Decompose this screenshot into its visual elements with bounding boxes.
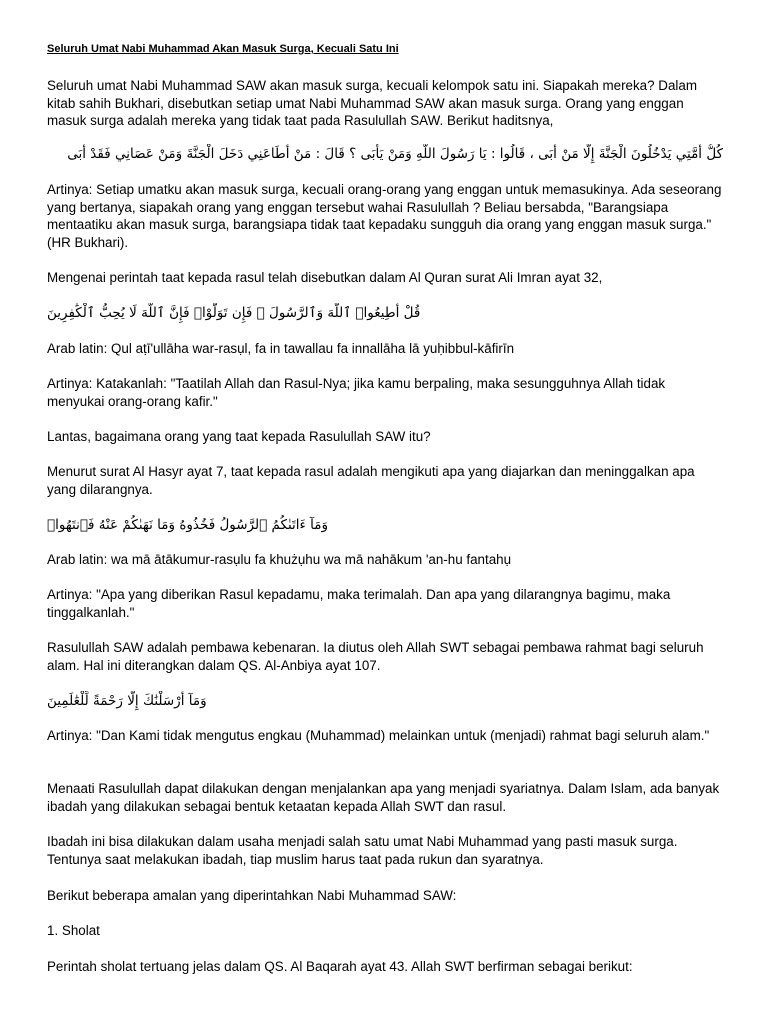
arabic-al-hasyr-7: وَمَآ ءَاتَىٰكُمُ ٱلرَّسُولُ فَخُذُوهُ وَمَا نَهَىٰكُمْ عَنْهُ فَٱنتَهُوا۟ [47,517,329,533]
document-title: Seluruh Umat Nabi Muhammad Akan Masuk Surga, Kecuali Satu Ini [47,43,399,55]
paragraph-intro: Seluruh umat Nabi Muhammad SAW akan masuk surga, kecuali kelompok satu ini. Siapakah mereka? Dalam kitab sahih Bukhari, disebutkan setiap umat Nabi Muhammad SAW akan masuk surga. Orang yang enggan masuk surga adalah mereka yang tidak taat pada Rasulullah SAW. Berikut haditsnya, [47,78,697,129]
paragraph-sholat: Perintah sholat tertuang jelas dalam QS. Al Baqarah ayat 43. Allah SWT berfirman sebagai berikut: [47,959,633,974]
arabic-al-anbiya-107: وَمَآ أَرْسَلْنَٰكَ إِلَّا رَحْمَةً لِّلْعَٰلَمِينَ [47,693,207,709]
paragraph-question: Lantas, bagaimana orang yang taat kepada Rasulullah SAW itu? [47,429,431,444]
paragraph-al-hasyr-latin: Arab latin: wa mā ātākumur-rasụlu fa khużụhu wa mā nahākum 'an-hu fantahụ [47,552,512,567]
paragraph-obedience: Menaati Rasulullah dapat dilakukan dengan menjalankan apa yang menjadi syariatnya. Dalam Islam, ada banyak ibadah yang dilakukan sebagai bentuk ketaatan kepada Allah SWT dan rasul. [47,781,720,814]
paragraph-al-anbiya-intro: Rasulullah SAW adalah pembawa kebenaran. Ia diutus oleh Allah SWT sebagai pembawa rahmat bagi seluruh alam. Hal ini diterangkan dalam QS. Al-Anbiya ayat 107. [47,640,704,673]
paragraph-ali-imran-intro: Mengenai perintah taat kepada rasul telah disebutkan dalam Al Quran surat Ali Imran ayat 32, [47,270,603,285]
paragraph-ali-imran-translation: Artinya: Katakanlah: "Taatilah Allah dan Rasul-Nya; jika kamu berpaling, maka sesungguhnya Allah tidak menyukai orang-orang kafir." [47,376,666,409]
paragraph-practices-intro: Berikut beberapa amalan yang diperintahkan Nabi Muhammad SAW: [47,888,457,903]
paragraph-al-hasyr-translation: Artinya: "Apa yang diberikan Rasul kepadamu, maka terimalah. Dan apa yang dilarangnya bagimu, maka tinggalkanlah." [47,587,671,620]
paragraph-worship: Ibadah ini bisa dilakukan dalam usaha menjadi salah satu umat Nabi Muhammad yang pasti masuk surga. Tentunya saat melakukan ibadah, tiap muslim harus taat pada rukun dan syaratnya. [47,834,678,867]
paragraph-al-hasyr-intro: Menurut surat Al Hasyr ayat 7, taat kepada rasul adalah mengikuti apa yang diajarkan dan meninggalkan apa yang dilarangnya. [47,464,695,497]
arabic-hadith: كُلُّ أُمَّتِي يَدْخُلُونَ الْجَنَّةَ إِلَّا مَنْ أَبَى ، قَالُوا : يَا رَسُولَ اللَّهِ وَمَنْ يَأْبَى ؟ قَالَ : مَنْ أَطَاعَنِي دَخَلَ الْجَنَّةَ وَمَنْ عَصَانِي فَقَدْ أَبَى [67,146,723,162]
paragraph-hadith-translation: Artinya: Setiap umatku akan masuk surga, kecuali orang-orang yang enggan untuk memasukinya. Ada seseorang yang bertanya, siapakah orang yang enggan tersebut wahai Rasulullah ? Beliau bersabda, "Barangsiapa mentaatiku akan masuk surga, barangsiapa tidak taat kepadaku sungguh dia orang yang enggan masuk surga." (HR Bukhari). [47,182,722,250]
heading-sholat: 1. Sholat [47,923,100,938]
paragraph-al-anbiya-translation: Artinya: "Dan Kami tidak mengutus engkau (Muhammad) melainkan untuk (menjadi) rahmat bagi seluruh alam." [47,728,710,743]
arabic-ali-imran-32: قُلْ أَطِيعُوا۟ ٱللَّهَ وَٱلرَّسُولَ ۖ فَإِن تَوَلَّوْا۟ فَإِنَّ ٱللَّهَ لَا يُحِبُّ ٱلْكَٰفِرِينَ [47,305,421,321]
paragraph-ali-imran-latin: Arab latin: Qul aṭī'ullāha war-rasụl, fa in tawallau fa innallāha lā yuḥibbul-kāfirīn [47,341,515,356]
